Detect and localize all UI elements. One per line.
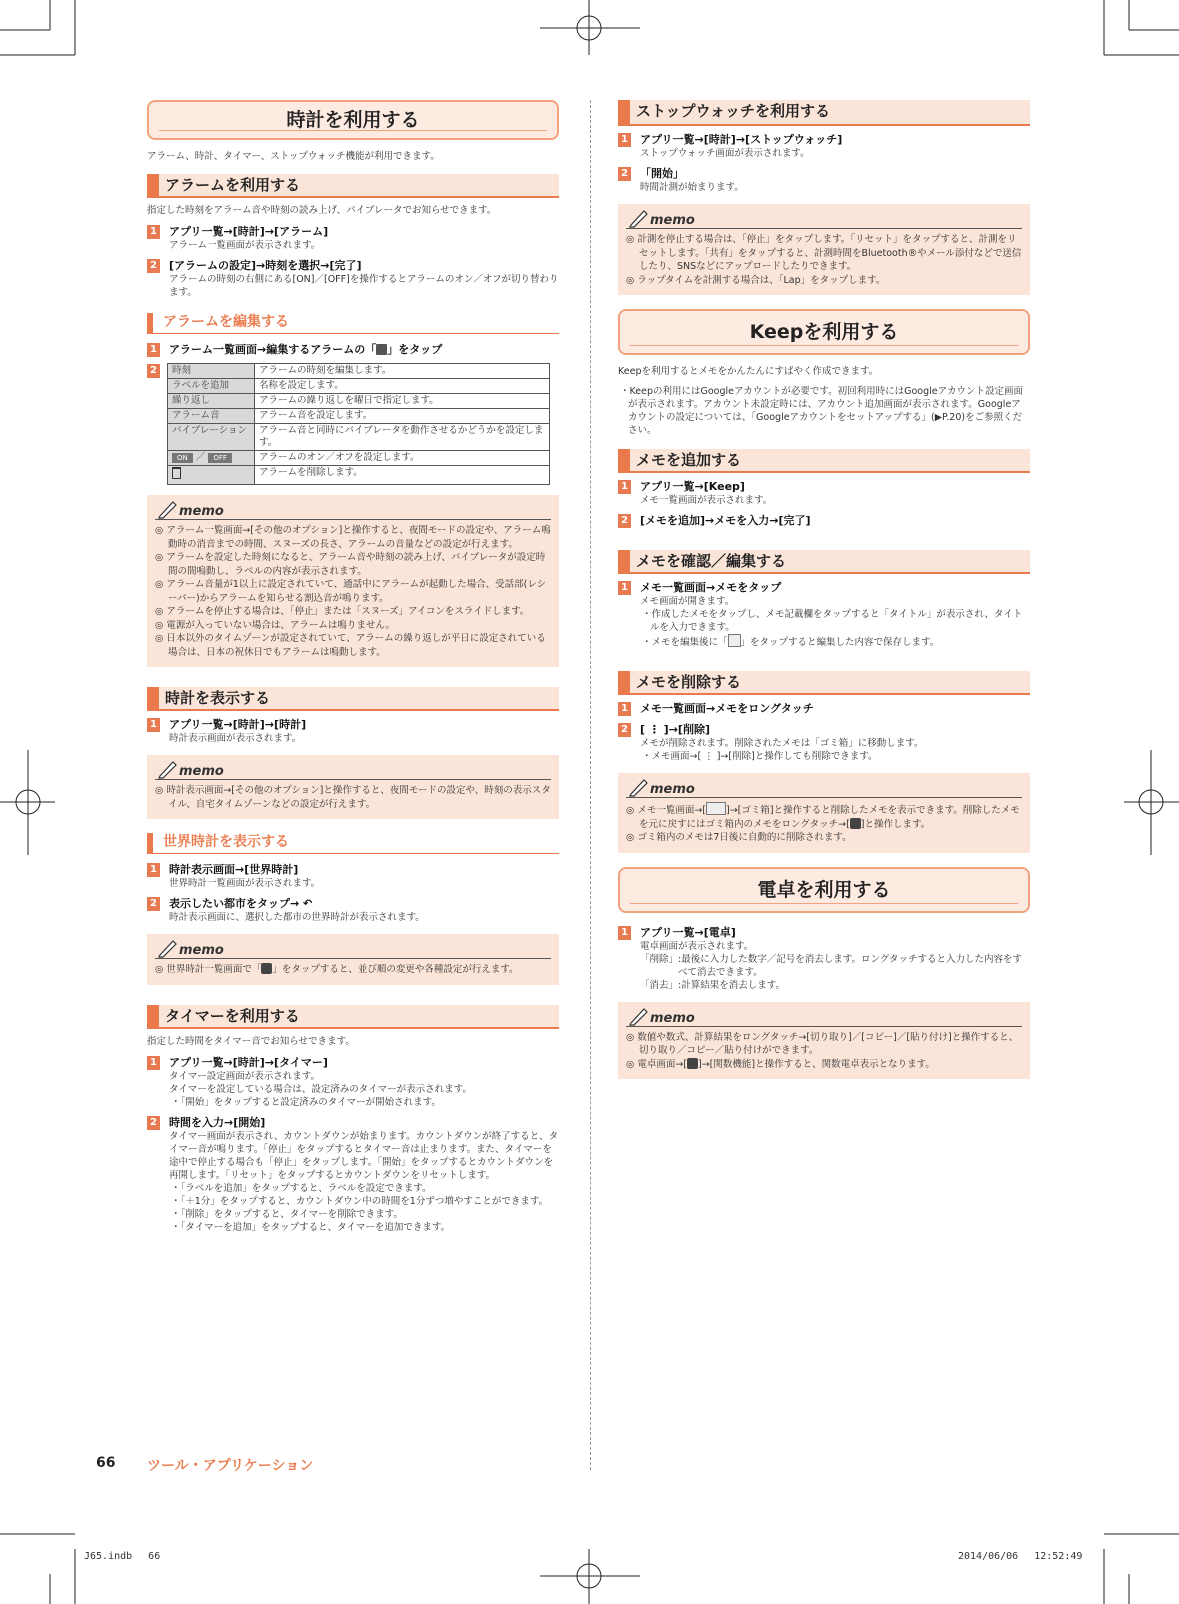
memo-header [626,779,1022,798]
trash-icon [172,467,181,479]
calc-line: 「削除」:最後に入力した数字／記号を消去します。ロングタッチすると入力した内容をすべて消去できます。 [640,953,1023,978]
memo-item: ◎ ゴミ箱内のメモは7日後に自動的に削除されます。 [626,832,852,843]
column-separator [590,100,591,1470]
timer-step-2 [147,1115,559,1234]
print-slug-right: 2014/06/06 12:52:49 [958,1551,1083,1562]
step-number: 1 [147,1056,160,1070]
table-row [168,394,550,409]
table-cell-value: アラーム音を設定します。 [255,409,550,424]
table-cell-key: 時刻 [168,364,255,379]
step-title: メモ一覧画面→メモをロングタッチ [640,702,814,715]
page-number: 66 [96,1455,116,1471]
step-number: 2 [147,1116,160,1130]
pencil-icon [157,759,179,779]
memo-header [626,210,1022,229]
bullet-text: 」をタップすると編集した内容で保存します。 [740,637,940,648]
step-title: [メモを追加]→メモを入力→[完了] [640,514,811,527]
memo-text: 世界時計一覧画面で「 [166,964,262,975]
memo-item: ◎ 計測を停止する場合は、「停止」をタップします。「リセット」をタップすると、計測をリセットします。「共有」をタップすると、計測時間をBluetooth®やメール添付などで送信したり、SNSなどにアップロードしたりできます。 [626,234,1022,272]
memo-world [147,934,559,985]
step-title-part: アラーム一覧画面→編集するアラームの「 [169,343,377,356]
alarm-edit-step-2 [147,363,559,485]
table-cell-value: アラームの時刻を編集します。 [255,364,550,379]
menu-icon [261,963,272,974]
bullet-item: ・「タイマーを追加」をタップすると、タイマーを追加できます。 [171,1221,451,1233]
step-desc: 電卓画面が表示されます。 [640,940,754,952]
step-desc: アラームの時刻の右側にある[ON]／[OFF]を操作するとアラームのオン／オフが切り替わります。 [169,274,559,298]
chapter-title-keep: Keepを利用する [618,309,1030,355]
section-timer: タイマーを利用する [147,1005,559,1029]
table-cell-key: 繰り返し [168,394,255,409]
memo-item: ◎ メモ一覧画面→[ ]→[ゴミ箱]と操作すると削除したメモを表示できます。削除したメモを元に戻すにはゴミ箱内のメモをロングタッチ→[ ]と操作します。 [626,802,1022,831]
memo-item: ◎ アラーム一覧画面→[その他のオプション]と操作すると、夜間モードの設定や、アラーム鳴動時の消音までの時間、スヌーズの長さ、アラームの音量などの設定が行えます。 [155,525,551,550]
step-desc: タイマーを設定している場合は、設定済みのタイマーが表示されます。 [169,1083,472,1095]
memo-text: アラーム音量が1以上に設定されていて、通話中にアラームが起動した場合、受話部(レシーバー)からアラームを知らせる割込音が鳴ります。 [166,579,547,604]
bullet-text: メモを編集後に「 [651,637,728,648]
left-column [147,100,559,1240]
bullet-text: 「開始」をタップすると設定済みのタイマーが開始されます。 [180,1096,441,1108]
step-title-part: 」をタップ [387,343,443,356]
memo-text: ]と操作します。 [860,818,931,830]
table-cell-value: 名称を設定します。 [255,379,550,394]
memo-item: ◎ 日本以外のタイムゾーンが設定されていて、アラームの繰り返しが平日に設定されている場合は、日本の祝休日でもアラームは鳴動します。 [155,633,546,658]
memo-text: 数値や数式、計算結果をロングタッチ→[切り取り]／[コピー]／[貼り付け]と操作すると、切り取り／コピー／貼り付けができます。 [637,1031,1019,1056]
memo-text: 電卓画面→[ [637,1058,687,1070]
bullet-item: ・作成したメモをタップし、メモ記載欄をタップすると「タイトル」が表示され、タイトルを入力できます。 [642,609,1023,633]
memo-item: ◎ アラームを停止する場合は、「停止」または「スヌーズ」アイコンをスライドします。 [155,606,530,617]
table-row [168,424,550,451]
step-desc: メモが削除されます。削除されたメモは「ゴミ箱」に移動します。 [640,738,924,749]
memo-label: memo [650,1010,695,1026]
subsection-alarm-edit: アラームを編集する [147,313,559,334]
table-row [168,409,550,424]
timer-step-1 [147,1055,559,1109]
on-toggle-icon: ON [172,453,193,463]
step-desc: 世界時計一覧画面が表示されます。 [169,878,321,889]
table-cell-key: ラベルを追加 [168,379,255,394]
table-row [168,466,550,485]
calc-step-1 [618,925,1030,992]
step-number: 1 [618,581,631,595]
step-number: 1 [147,863,160,877]
chapter-title-clock: 時計を利用する [147,100,559,140]
off-toggle-icon: OFF [208,453,232,463]
pencil-icon [628,777,650,797]
table-cell-key: アラーム音 [168,409,255,424]
alarm-intro: 指定した時刻をアラーム音や時刻の読み上げ、バイブレータでお知らせできます。 [147,205,497,216]
chapter-intro: アラーム、時計、タイマー、ストップウォッチ機能が利用できます。 [147,151,440,162]
timer-intro: 指定した時間をタイマー音でお知らせできます。 [147,1035,355,1047]
toggle-separator: ／ [195,452,206,463]
memo-label: memo [179,764,224,779]
memo-label: memo [650,782,695,797]
expand-icon [376,344,387,355]
table-cell-value: アラームを削除します。 [255,466,550,485]
bullet-text: 「＋1分」をタップすると、カウントダウン中の時間を1分ずつ増やすことができます。 [180,1195,549,1207]
pencil-icon [628,1006,650,1026]
memo-item: ◎ 電源が入っていない場合は、アラームは鳴りません。 [155,619,395,631]
step-number: 2 [618,167,631,181]
restore-icon [850,818,861,829]
step-title: メモ一覧画面→メモをタップ [640,581,782,594]
memo-text: アラームを設定した時刻になると、アラーム音や時刻の読み上げ、バイブレータが設定時間の間鳴動し、ラベルの内容が表示されます。 [166,552,546,577]
bullet-item: ・メモ画面→[ ⋮ ]→[削除]と操作しても削除できます。 [642,751,878,762]
memo-text: ゴミ箱内のメモは7日後に自動的に削除されます。 [637,832,852,843]
step-number: 1 [147,225,160,239]
bullet-text: 「削除」をタップすると、タイマーを削除できます。 [180,1208,403,1220]
memo-text: 」をタップすると、並び順の変更や各種設定が行えます。 [272,964,519,975]
step-title: アプリ一覧→[時計]→[時計] [169,718,307,731]
memo-item: ◎ 電卓画面→[ ]→[関数機能]と操作すると、関数電卓表示となります。 [626,1058,935,1070]
right-column [618,100,1030,1093]
step-number: 1 [618,133,631,147]
bullet-item: ・「削除」をタップすると、タイマーを削除できます。 [171,1208,403,1220]
memo-list [155,524,551,659]
trash-cell [168,466,255,485]
bullet-item: ・「ラベルを追加」をタップすると、ラベルを設定できます。 [171,1182,432,1194]
clock-step-1 [147,717,559,745]
bullet-text: メモ画面→[ ⋮ ]→[削除]と操作しても削除できます。 [651,751,878,762]
memo-delete [618,773,1030,853]
bullet-list [169,1182,559,1234]
memo-item: ◎ アラームを設定した時刻になると、アラーム音や時刻の読み上げ、バイブレータが設定時間の間鳴動し、ラベルの内容が表示されます。 [155,552,546,577]
step-title-part: 表示したい都市をタップ→ [169,897,300,910]
bullet-item: ・「開始」をタップすると設定済みのタイマーが開始されます。 [171,1096,441,1108]
table-row [168,364,550,379]
calc-line: 「消去」:計算結果を消去します。 [640,979,785,991]
add-step-2 [618,513,1030,528]
memo-text: アラームを停止する場合は、「停止」または「スヌーズ」アイコンをスライドします。 [166,606,530,617]
table-row [168,379,550,394]
step-desc: アラーム一覧画面が表示されます。 [169,240,321,251]
bullet-item: ・メモを編集後に「 」をタップすると編集した内容で保存します。 [640,634,1030,649]
memo-header [155,940,551,959]
step-title: [アラームの設定]→時刻を選択→[完了] [169,259,362,272]
step-number: 2 [147,364,160,378]
table-cell-value: アラームの繰り返しを曜日で指定します。 [255,394,550,409]
memo-label: memo [650,213,695,228]
alarm-options-table [167,363,550,485]
step-title: アプリ一覧→[時計]→[タイマー] [169,1055,328,1069]
memo-header [155,761,551,780]
world-step-2 [147,896,559,924]
step-title: [ ⋮ ]→[削除] [640,723,710,736]
step-title: アプリ一覧→[時計]→[アラーム] [169,225,329,238]
done-icon [728,634,741,647]
edit-step-1 [618,580,1030,649]
section-delete-memo: メモを削除する [618,671,1030,695]
memo-item: ◎ 数値や数式、計算結果をロングタッチ→[切り取り]／[コピー]／[貼り付け]と操作すると、切り取り／コピー／貼り付けができます。 [626,1031,1019,1056]
step-title: アプリ一覧→[時計]→[ストップウォッチ] [640,133,843,146]
section-edit-memo: メモを確認／編集する [618,550,1030,574]
memo-text: アラーム一覧画面→[その他のオプション]と操作すると、夜間モードの設定や、アラーム鳴動時の消音までの時間、スヌーズの長さ、アラームの音量などの設定が行えます。 [166,525,551,550]
world-step-1 [147,862,559,890]
alarm-step-2 [147,258,559,299]
memo-text: メモ一覧画面→[ [637,805,706,816]
bullet-item: ・「＋1分」をタップすると、カウントダウン中の時間を1分ずつ増やすことができます。 [171,1195,549,1207]
memo-list [626,233,1022,287]
memo-header [155,501,551,520]
memo-stopwatch [618,204,1030,295]
step-number: 2 [618,723,631,737]
step-title: 時計表示画面→[世界時計] [169,863,299,876]
section-add-memo: メモを追加する [618,449,1030,473]
toggle-cell [168,451,255,466]
pencil-icon [157,938,179,958]
section-stopwatch: ストップウォッチを利用する [618,100,1030,126]
step-title [169,896,559,911]
memo-text: ]→[関数機能]と操作すると、関数電卓表示となります。 [697,1058,935,1070]
table-cell-value: アラームのオン／オフを設定します。 [255,451,550,466]
step-number: 1 [147,343,160,357]
step-title [169,342,559,357]
step-desc: タイマー設定画面が表示されます。 [169,1070,321,1082]
step-title: アプリ一覧→[Keep] [640,480,745,493]
step-number: 2 [147,259,160,273]
step-number: 1 [147,718,160,732]
pencil-icon [157,499,179,519]
step-number: 2 [618,514,631,528]
step-number: 1 [618,702,631,716]
memo-clock [147,755,559,819]
drawer-icon [706,802,726,815]
pencil-icon [628,208,650,228]
memo-text: 日本以外のタイムゾーンが設定されていて、アラームの繰り返しが平日に設定されている場合は、日本の祝休日でもアラームは鳴動します。 [166,633,546,658]
table-cell-value: アラーム音と同時にバイブレータを動作させるかどうかを設定します。 [255,424,550,451]
stopwatch-step-2 [618,166,1030,194]
memo-text: ]→[ゴミ箱]と操作すると削除したメモを表示できます。削除したメモを元に戻すにはゴミ箱内のメモをロングタッチ→[ [639,805,1020,830]
memo-label: memo [179,943,224,958]
step-number: 1 [618,926,631,940]
back-icon: ↶ [299,897,313,910]
step-desc: メモ一覧画面が表示されます。 [640,495,773,506]
print-slug-left: J65.indb 66 [84,1551,161,1562]
step-desc: 時計表示画面が表示されます。 [169,733,302,744]
menu-icon [687,1058,698,1069]
bullet-item: ・Keepの利用にはGoogleアカウントが必要です。初回利用時にはGoogleアカウント設定画面が表示されます。アカウント未設定時には、アカウント追加画面が表示されます。Googleアカウントの設定については、「Googleアカウントをセットアップする」(▶P.20)をご参照ください。 [620,386,1024,436]
alarm-step-1 [147,224,559,252]
memo-header [626,1008,1022,1027]
step-desc: 時間計測が始まります。 [640,182,744,193]
memo-item: ◎ ラップタイムを計測する場合は、「Lap」をタップします。 [626,274,886,286]
keep-intro: Keepを利用するとメモをかんたんにすばやく作成できます。 [618,366,879,377]
stopwatch-step-1 [618,132,1030,160]
step-desc: タイマー画面が表示され、カウントダウンが始まります。カウントダウンが終了すると、タイマー音が鳴ります。「停止」をタップするとタイマー音は止まります。また、タイマーを途中で停止する場合も「停止」をタップします。「開始」をタップするとカウントダウンを再開します。「リセット」をタップするとカウントダウンをリセットします。 [169,1130,559,1181]
subsection-world-clock: 世界時計を表示する [147,833,559,854]
step-title: アプリ一覧→[電卓] [640,925,736,939]
add-step-1 [618,479,1030,507]
memo-calc [618,1002,1030,1080]
section-clock: 時計を表示する [147,687,559,711]
table-cell-key: バイブレーション [168,424,255,451]
bullet-text: 「ラベルを追加」をタップすると、ラベルを設定できます。 [180,1182,432,1194]
footer-section-label: ツール・アプリケーション [147,1458,314,1474]
chapter-title-calc: 電卓を利用する [618,867,1030,913]
bullet-text: 作成したメモをタップし、メモ記載欄をタップすると「タイトル」が表示され、タイトルを入力できます。 [650,609,1023,633]
table-row [168,451,550,466]
alarm-edit-step-1 [147,342,559,357]
section-alarm: アラームを利用する [147,174,559,198]
step-desc: 時計表示画面に、選択した都市の世界時計が表示されます。 [169,912,425,923]
memo-item: ◎ 世界時計一覧画面で「 」をタップすると、並び順の変更や各種設定が行えます。 [155,964,519,975]
memo-label: memo [179,504,224,519]
delete-step-1 [618,701,1030,716]
step-number: 1 [618,480,631,494]
step-title: 時間を入力→[開始] [169,1115,266,1129]
memo-alarm [147,495,559,667]
memo-text: ラップタイムを計測する場合は、「Lap」をタップします。 [637,274,886,286]
step-number: 2 [147,897,160,911]
memo-item: ◎ 時計表示画面→[その他のオプション]と操作すると、夜間モードの設定や、時刻の表示スタイル、自宅タイムゾーンなどの設定が行えます。 [155,785,551,810]
step-desc: ストップウォッチ画面が表示されます。 [640,148,810,159]
bullet-text: 「タイマーを追加」をタップすると、タイマーを追加できます。 [180,1221,451,1233]
memo-text: 時計表示画面→[その他のオプション]と操作すると、夜間モードの設定や、時刻の表示スタイル、自宅タイムゾーンなどの設定が行えます。 [166,785,551,810]
step-desc: メモ画面が開きます。 [640,596,735,607]
step-title: 「開始」 [640,167,684,180]
delete-step-2 [618,722,1030,763]
bullet-text: Keepの利用にはGoogleアカウントが必要です。初回利用時にはGoogleアカウント設定画面が表示されます。アカウント未設定時には、アカウント追加画面が表示されます。Googleアカウントの設定については、「Googleアカウントをセットアップする」(▶P.20)をご参照ください。 [628,386,1024,436]
memo-text: 計測を停止する場合は、「停止」をタップします。「リセット」をタップすると、計測をリセットします。「共有」をタップすると、計測時間をBluetooth®やメール添付などで送信したり、SNSなどにアップロードしたりできます。 [637,234,1022,272]
memo-item: ◎ アラーム音量が1以上に設定されていて、通話中にアラームが起動した場合、受話部(レシーバー)からアラームを知らせる割込音が鳴ります。 [155,579,547,604]
memo-text: 電源が入っていない場合は、アラームは鳴りません。 [166,619,395,631]
